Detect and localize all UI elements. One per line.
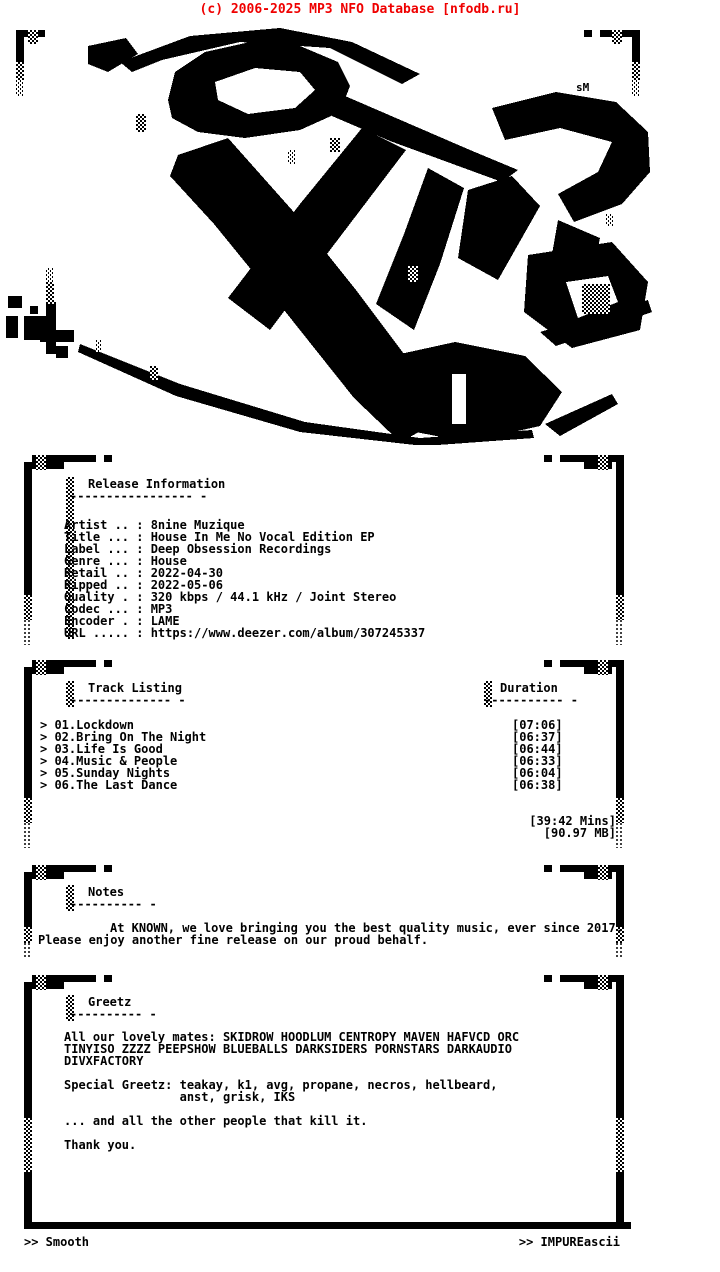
greetz-line: Special Greetz: teakay, k1, avg, propane, necros, hellbeard, bbox=[64, 1078, 498, 1092]
box-corner-shade-left bbox=[36, 975, 46, 990]
track-row bbox=[40, 779, 600, 791]
box-corner-shade-left bbox=[36, 865, 46, 880]
box-border-left bbox=[24, 989, 32, 1118]
box-border-left-fade bbox=[24, 595, 32, 620]
track-name: > 03.Life Is Good bbox=[40, 742, 163, 756]
box-top-square-right bbox=[544, 455, 552, 462]
box-border-left-shade bbox=[24, 1118, 32, 1172]
box-border-left bbox=[24, 879, 32, 927]
release-field: Title ... : House In Me No Vocal Edition EP bbox=[64, 530, 375, 544]
greetz-line: All our lovely mates: SKIDROW HOODLUM CENTROPY MAVEN HAFVCD ORC bbox=[64, 1030, 520, 1044]
box-border-right-fade2 bbox=[616, 823, 624, 848]
footer-ripper-credit: >> Smooth bbox=[24, 1235, 90, 1249]
release-field: Ripped .. : 2022-05-06 bbox=[64, 578, 223, 592]
graffiti-strokes bbox=[6, 28, 652, 445]
release-field: Genre ... : House bbox=[64, 554, 187, 568]
notes-title-underline: ---------- - bbox=[70, 897, 157, 911]
box-border-bottom bbox=[24, 1222, 631, 1229]
track-duration: [06:04] bbox=[512, 766, 563, 780]
site-banner: (c) 2006-2025 MP3 NFO Database [nfodb.ru] bbox=[199, 2, 521, 17]
release-title-underline: ----------------- - bbox=[70, 489, 208, 503]
box-corner-shade-right bbox=[598, 455, 608, 470]
box-border-right-fade2 bbox=[616, 620, 624, 645]
box-border-left-fade2 bbox=[24, 620, 32, 645]
box-corner-shade-left bbox=[36, 660, 46, 675]
box-top-square-left bbox=[104, 975, 112, 982]
box-border-right bbox=[616, 455, 624, 595]
box-border-left-fade2 bbox=[24, 943, 32, 957]
graffiti-known-logo bbox=[0, 27, 720, 445]
footer-ascii-credit: >> IMPUREascii bbox=[518, 1235, 620, 1249]
total-size: [90.97 MB] bbox=[543, 826, 616, 840]
notes-line: Please enjoy another fine release on our proud behalf. bbox=[38, 933, 429, 947]
box-border-left-lower bbox=[24, 1172, 32, 1229]
greetz-line: DIVXFACTORY bbox=[64, 1054, 144, 1068]
box-border-left bbox=[24, 469, 32, 595]
release-field: Retail .. : 2022-04-30 bbox=[64, 566, 223, 580]
box-top-square-left bbox=[104, 865, 112, 872]
art-box-corner-left bbox=[16, 30, 45, 96]
sm-trademark-label: sM bbox=[576, 81, 590, 94]
track-duration: [07:06] bbox=[512, 718, 563, 732]
box-top-square-right bbox=[544, 975, 552, 982]
release-section-title: Release Information bbox=[88, 477, 226, 491]
track-duration: [06:44] bbox=[512, 742, 563, 756]
box-border-left-fade bbox=[24, 798, 32, 823]
box-border-left-fade bbox=[24, 927, 32, 943]
notes-section-title: Notes bbox=[88, 885, 125, 899]
notes-line: At KNOWN, we love bringing you the best quality music, ever since 2017. bbox=[110, 921, 623, 935]
track-duration: [06:38] bbox=[512, 778, 563, 792]
duration-title-underline: ----------- - bbox=[484, 693, 578, 707]
track-name: > 04.Music & People bbox=[40, 754, 178, 768]
box-border-right-fade bbox=[616, 798, 624, 823]
box-border-right bbox=[616, 660, 624, 798]
box-border-right-lower bbox=[616, 1172, 624, 1229]
track-name: > 01.Lockdown bbox=[40, 718, 134, 732]
box-border-right bbox=[616, 865, 624, 927]
greetz-section-title: Greetz bbox=[88, 995, 132, 1009]
box-border-right bbox=[616, 975, 624, 1118]
greetz-line: TINYISO ZZZZ PEEPSHOW BLUEBALLS DARKSIDERS PORNSTARS DARKAUDIO bbox=[64, 1042, 512, 1056]
greetz-lines bbox=[64, 1031, 519, 1151]
tracks-section-title: Track Listing bbox=[88, 681, 182, 695]
release-field: Label ... : Deep Obsession Recordings bbox=[64, 542, 332, 556]
release-field: Encoder . : LAME bbox=[64, 614, 180, 628]
greetz-title-underline: ---------- - bbox=[70, 1007, 157, 1021]
track-duration: [06:33] bbox=[512, 754, 563, 768]
total-duration: [39:42 Mins] bbox=[529, 814, 616, 828]
release-field: URL ..... : https://www.deezer.com/album/307245337 bbox=[64, 626, 426, 640]
track-name: > 02.Bring On The Night bbox=[40, 730, 207, 744]
duration-column-title: Duration bbox=[500, 681, 558, 695]
box-top-square-right bbox=[544, 865, 552, 872]
greetz-line: ... and all the other people that kill it. bbox=[64, 1114, 368, 1128]
box-corner-shade-right bbox=[598, 660, 608, 675]
box-top-square-left bbox=[104, 660, 112, 667]
box-top-square-left bbox=[104, 455, 112, 462]
notes-lines bbox=[38, 922, 623, 946]
track-name: > 05.Sunday Nights bbox=[40, 766, 171, 780]
track-rows bbox=[40, 719, 600, 791]
tracks-title-underline: -------------- - bbox=[70, 693, 186, 707]
track-duration: [06:37] bbox=[512, 730, 563, 744]
ascii-logo-art bbox=[0, 27, 720, 445]
box-corner-shade-right bbox=[598, 975, 608, 990]
release-fields bbox=[64, 519, 425, 639]
release-field: Artist .. : 8nine Muzique bbox=[64, 518, 245, 532]
box-border-left-fade2 bbox=[24, 823, 32, 848]
art-box-corner-right bbox=[584, 30, 640, 96]
box-corner-shade-right bbox=[598, 865, 608, 880]
box-corner-shade-left bbox=[36, 455, 46, 470]
box-top-square-right bbox=[544, 660, 552, 667]
box-border-right-shade bbox=[616, 1118, 624, 1172]
release-field: Codec ... : MP3 bbox=[64, 602, 173, 616]
release-field: Quality . : 320 kbps / 44.1 kHz / Joint Stereo bbox=[64, 590, 397, 604]
box-border-left bbox=[24, 674, 32, 798]
greetz-line: Thank you. bbox=[64, 1138, 137, 1152]
track-name: > 06.The Last Dance bbox=[40, 778, 178, 792]
greetz-line: anst, grisk, IKS bbox=[64, 1090, 296, 1104]
box-border-right-fade bbox=[616, 595, 624, 620]
